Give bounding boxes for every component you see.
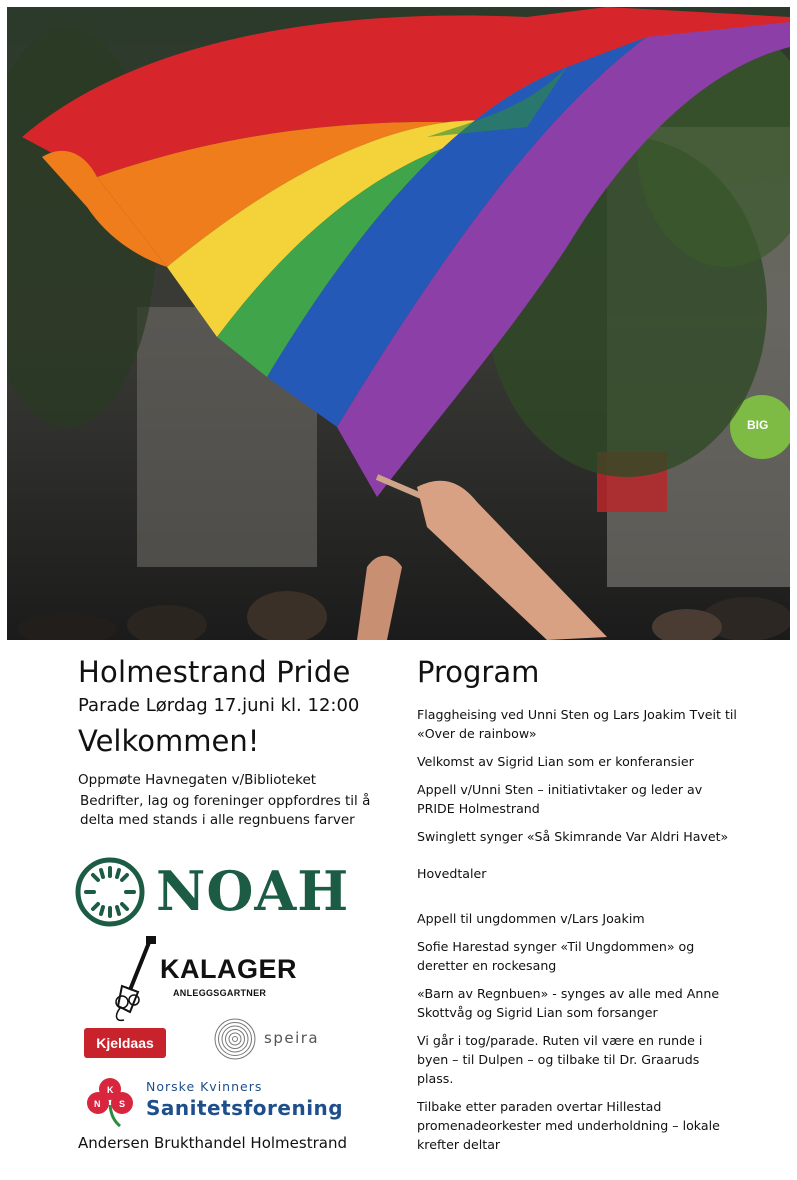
- kalager-logo: [108, 936, 308, 1026]
- noah-wordmark: NOAH: [156, 859, 350, 923]
- kjeldaas-logo: Kjeldaas: [84, 1028, 166, 1058]
- program-item: Velkomst av Sigrid Lian som er konferansier: [417, 754, 694, 769]
- kalager-wordmark: KALAGER: [160, 954, 297, 984]
- program-item: Tilbake etter paraden overtar Hillestad promenadeorkester med underholdning – lokale krefter deltar: [417, 1099, 720, 1152]
- shop-sign-text: BIG: [747, 418, 769, 432]
- program-item: Appell til ungdommen v/Lars Joakim: [417, 911, 645, 926]
- svg-text:K: K: [107, 1085, 114, 1095]
- nkf-logo: [84, 1075, 354, 1127]
- svg-text:N: N: [94, 1099, 101, 1109]
- meeting-point: Oppmøte Havnegaten v/Biblioteket: [78, 772, 317, 788]
- noah-logo: [74, 855, 350, 929]
- stand-appeal: Bedrifter, lag og foreninger oppfordres til å delta med stands i alle regnbuens farver: [80, 793, 371, 828]
- parade-time: Parade Lørdag 17.juni kl. 12:00: [78, 695, 360, 716]
- nkf-line2: Sanitetsforening: [146, 1096, 344, 1120]
- pride-flag-illustration: [7, 7, 790, 640]
- program-item: Flaggheising ved Unni Sten og Lars Joakim Tveit til «Over de rainbow»: [417, 707, 737, 741]
- kalager-subtitle: ANLEGGSGARTNER: [173, 988, 267, 998]
- program-item: Sofie Harestad synger «Til Ungdommen» og deretter en rockesang: [417, 939, 695, 973]
- noah-clock-icon: [74, 856, 146, 928]
- speira-logo: [214, 1018, 334, 1062]
- program-item: Swinglett synger «Så Skimrande Var Aldri Havet»: [417, 829, 729, 844]
- clover-icon: [84, 1075, 136, 1127]
- program-section: [417, 655, 737, 1163]
- program-title: Program: [417, 655, 540, 689]
- andersen-sponsor: Andersen Brukthandel Holmestrand: [78, 1134, 347, 1152]
- shovel-flower-icon: [108, 936, 156, 1024]
- svg-text:S: S: [119, 1099, 126, 1109]
- event-info: [78, 655, 398, 830]
- speira-wordmark: speira: [264, 1029, 320, 1047]
- nkf-line1: Norske Kvinners: [146, 1079, 263, 1094]
- speira-spiral-icon: [214, 1018, 256, 1060]
- program-item: «Barn av Regnbuen» - synges av alle med Anne Skottvåg og Sigrid Lian som forsanger: [417, 986, 720, 1020]
- program-item: Appell v/Unni Sten – initiativtaker og leder av PRIDE Holmestrand: [417, 782, 703, 816]
- event-title: Holmestrand Pride: [78, 655, 351, 689]
- program-item: Hovedtaler: [417, 866, 487, 881]
- program-item: Vi går i tog/parade. Ruten vil være en runde i byen – til Dulpen – og tilbake til Dr. Graaruds plass.: [417, 1033, 703, 1086]
- welcome-heading: Velkommen!: [78, 724, 260, 758]
- pride-flag-photo: [7, 7, 790, 640]
